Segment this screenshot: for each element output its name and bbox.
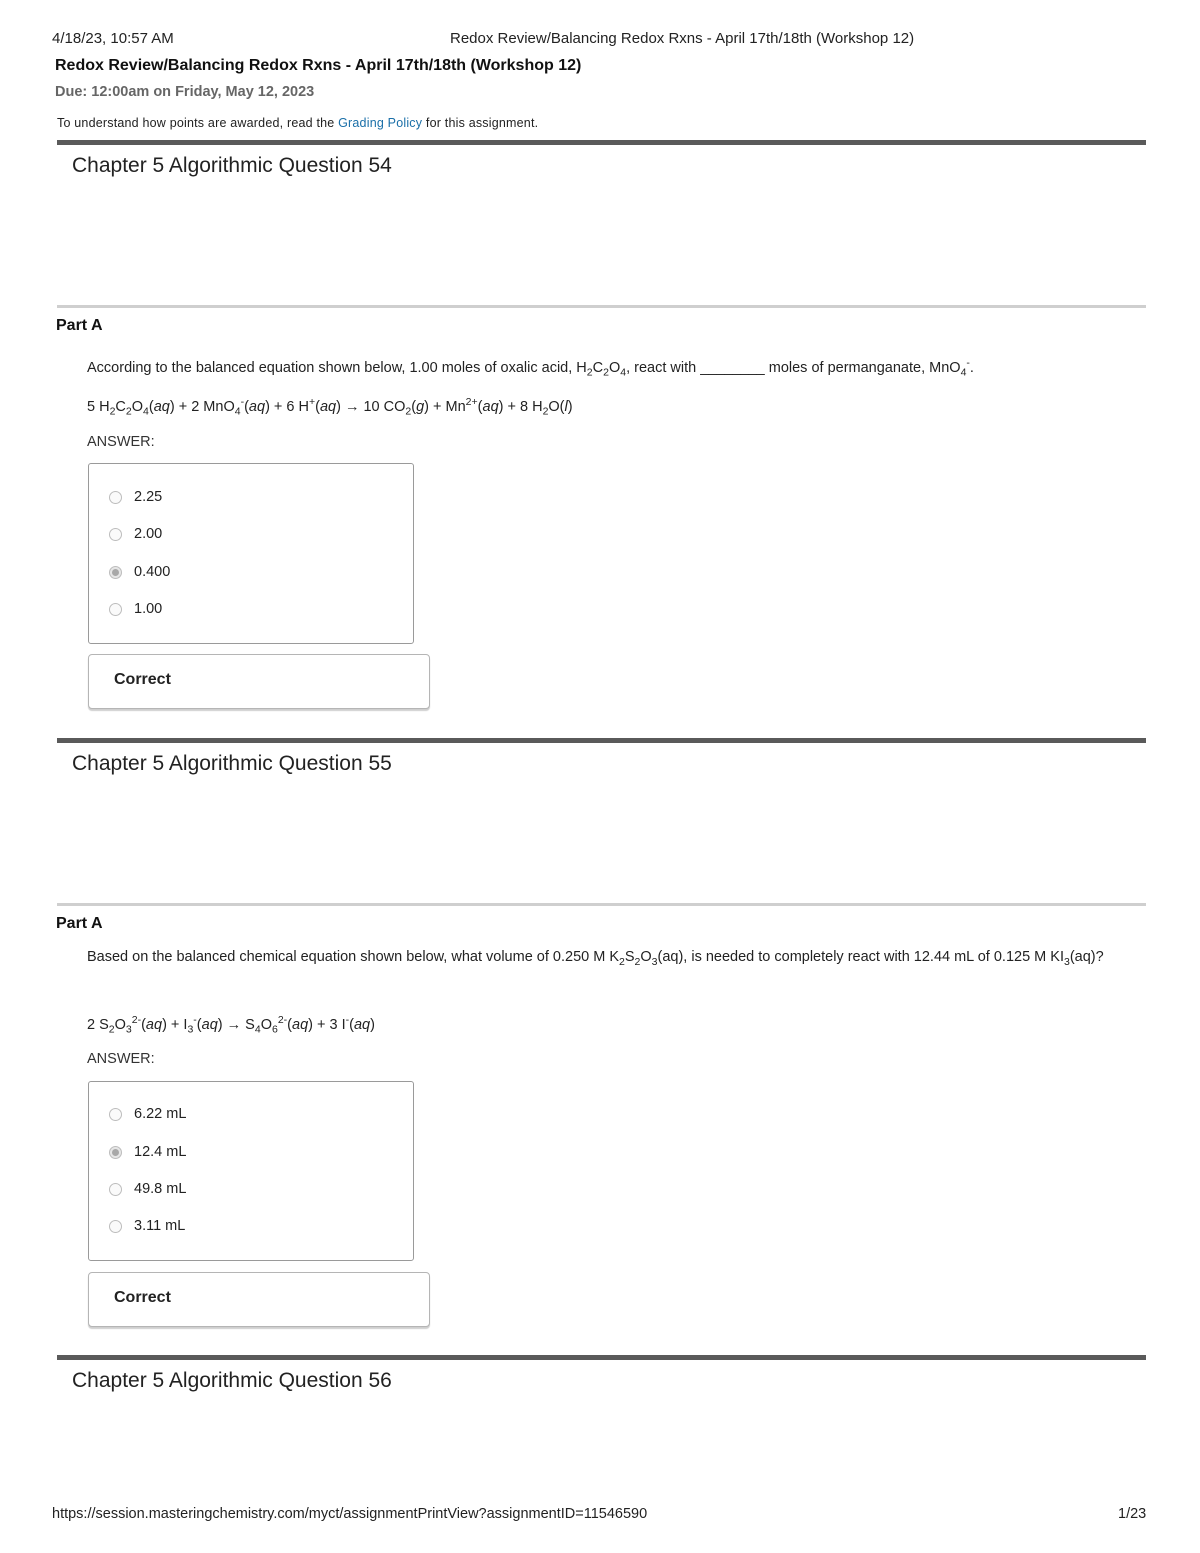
chapter-title: Chapter 5 Algorithmic Question 54 — [72, 154, 392, 177]
print-footer-url: https://session.masteringchemistry.com/myct/assignmentPrintView?assignmentID=11546590 — [52, 1506, 648, 1522]
section-divider — [57, 738, 1146, 743]
radio-icon[interactable] — [109, 1220, 122, 1233]
policy-suffix: for this assignment. — [425, 116, 539, 130]
question-text: Based on the balanced chemical equation shown below, what volume of 0.250 M $K_2S_2O_3(aq)$, is needed to completely react with 12.44 mL of 0.125 M $KI_3(aq)$? — [87, 949, 1104, 968]
part-divider — [57, 903, 1146, 906]
result-feedback — [88, 654, 430, 709]
policy-prefix: To understand how points are awarded, read the — [57, 116, 335, 130]
question-text: According to the balanced equation shown below, 1.00 moles of oxalic acid, $H_2C_2O_4$, react with ________ moles of permanganate, MnO$_4$-. — [87, 357, 974, 379]
chemical-equation: 5 $H_2C_2O_4(aq) + 2$ MnO$_4$-(aq) + 6 H+(aq) → 10 $CO_2(g) + Mn^{2+}(aq) + 8$ $H_2O(l)$ — [87, 396, 573, 418]
answer-option[interactable] — [109, 489, 162, 505]
answer-choices — [88, 1081, 414, 1261]
section-divider — [57, 1355, 1146, 1360]
print-date: 4/18/23, 10:57 AM — [52, 30, 174, 47]
grading-policy-link[interactable]: Grading Policy — [338, 116, 423, 130]
radio-icon[interactable] — [109, 491, 122, 504]
answer-option[interactable] — [109, 526, 162, 542]
answer-option-selected[interactable] — [109, 1144, 186, 1160]
answer-option[interactable] — [109, 1218, 185, 1234]
print-page-title: Redox Review/Balancing Redox Rxns - April 17th/18th (Workshop 12) — [450, 30, 915, 47]
due-date: Due: 12:00am on Friday, May 12, 2023 — [55, 84, 315, 100]
answer-option[interactable] — [109, 1181, 186, 1197]
radio-icon[interactable] — [109, 1183, 122, 1196]
assignment-title: Redox Review/Balancing Redox Rxns - April 17th/18th (Workshop 12) — [55, 57, 582, 74]
answer-label: ANSWER: — [87, 434, 155, 450]
section-divider — [57, 140, 1146, 145]
option-label: 6.22 mL — [134, 1106, 187, 1122]
radio-icon[interactable] — [109, 603, 122, 616]
option-label: 12.4 mL — [134, 1144, 187, 1160]
result-feedback — [88, 1272, 430, 1327]
option-label: 1.00 — [134, 601, 163, 617]
answer-label: ANSWER: — [87, 1051, 155, 1067]
option-label: 2.00 — [134, 526, 163, 542]
option-label: 49.8 mL — [134, 1181, 187, 1197]
chapter-title: Chapter 5 Algorithmic Question 56 — [72, 1369, 392, 1392]
option-label: 2.25 — [134, 489, 163, 505]
page-number: 1/23 — [1118, 1506, 1147, 1522]
chemical-equation: 2 $S_2O_3^{2-}(aq) + I_3^-(aq) \to S_4O_6^{2-}(aq) + 3$ I-(aq) — [87, 1014, 375, 1036]
answer-option-selected[interactable] — [109, 564, 170, 580]
result-text: Correct — [114, 671, 171, 688]
radio-icon[interactable] — [109, 1108, 122, 1121]
answer-option[interactable] — [109, 1106, 186, 1122]
result-text: Correct — [114, 1289, 171, 1306]
radio-icon[interactable] — [109, 528, 122, 541]
grading-policy-note — [57, 116, 538, 130]
answer-choices — [88, 463, 414, 644]
radio-selected-icon[interactable] — [109, 566, 122, 579]
part-label: Part A — [56, 317, 103, 334]
option-label: 3.11 mL — [134, 1218, 186, 1234]
part-divider — [57, 305, 1146, 308]
answer-option[interactable] — [109, 601, 162, 617]
option-label: 0.400 — [134, 564, 171, 580]
part-label: Part A — [56, 915, 103, 932]
radio-selected-icon[interactable] — [109, 1146, 122, 1159]
chapter-title: Chapter 5 Algorithmic Question 55 — [72, 752, 392, 775]
